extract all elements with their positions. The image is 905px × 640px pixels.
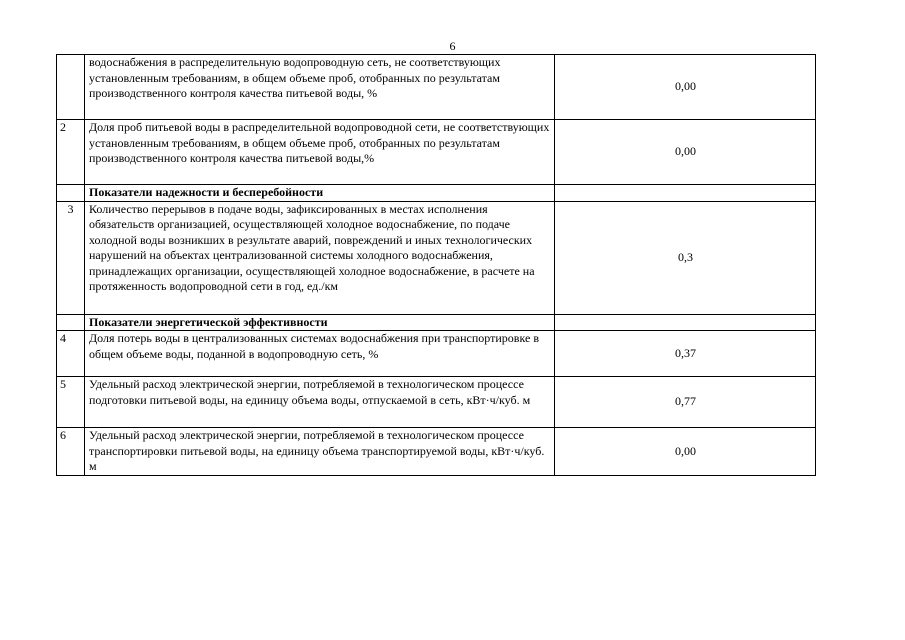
section-value-cell xyxy=(555,185,816,202)
table-row xyxy=(57,55,816,120)
indicator-text: Доля потерь воды в централизованных системах водоснабжения при транспортировке в общем объеме воды, поданной в водопроводную сеть, % xyxy=(85,331,555,377)
indicator-text: водоснабжения в распределительную водопроводную сеть, не соответствующих установленным требованиям, в общем объеме проб, отобранных по результатам производственного контроля качества питьевой воды, % xyxy=(85,55,555,120)
row-number xyxy=(57,185,85,202)
section-row xyxy=(57,314,816,331)
indicator-text: Количество перерывов в подаче воды, зафиксированных в местах исполнения обязательств организацией, осуществляющей холодное водоснабжение, по подаче холодной воды возникших в результате аварий, повреждений и иных технологических нарушений на объектах централизованной системы холодного водоснабжения, принадлежащих организации, осуществляющей холодное водоснабжение, в расчете на протяженность водопроводной сети в год, ед./км xyxy=(85,201,555,314)
table-row xyxy=(57,428,816,476)
table-row xyxy=(57,377,816,428)
section-value-cell xyxy=(555,314,816,331)
row-number: 2 xyxy=(57,120,85,185)
row-number xyxy=(57,55,85,120)
section-title: Показатели надежности и бесперебойности xyxy=(85,185,555,202)
indicator-text: Удельный расход электрической энергии, потребляемой в технологическом процессе подготовки питьевой воды, на единицу объема воды, отпускаемой в сеть, кВт·ч/куб. м xyxy=(85,377,555,428)
row-number: 3 xyxy=(57,201,85,314)
section-title: Показатели энергетической эффективности xyxy=(85,314,555,331)
row-number: 4 xyxy=(57,331,85,377)
row-number xyxy=(57,314,85,331)
indicator-value: 0,3 xyxy=(555,201,816,314)
row-number: 6 xyxy=(57,428,85,476)
indicator-value: 0,77 xyxy=(555,377,816,428)
indicator-value: 0,00 xyxy=(555,55,816,120)
section-row xyxy=(57,185,816,202)
page-number: 6 xyxy=(449,39,456,53)
indicators-table xyxy=(56,54,816,476)
table-row xyxy=(57,201,816,314)
indicator-text: Доля проб питьевой воды в распределительной водопроводной сети, не соответствующих установленным требованиям, в общем объеме проб, отобранных по результатам производственного контроля качества питьевой воды,% xyxy=(85,120,555,185)
table-row xyxy=(57,120,816,185)
row-number: 5 xyxy=(57,377,85,428)
indicator-text: Удельный расход электрической энергии, потребляемой в технологическом процессе транспортировки питьевой воды, на единицу объема транспортируемой воды, кВт·ч/куб. м xyxy=(85,428,555,476)
table-row xyxy=(57,331,816,377)
indicator-value: 0,00 xyxy=(555,120,816,185)
indicator-value: 0,37 xyxy=(555,331,816,377)
indicator-value: 0,00 xyxy=(555,428,816,476)
